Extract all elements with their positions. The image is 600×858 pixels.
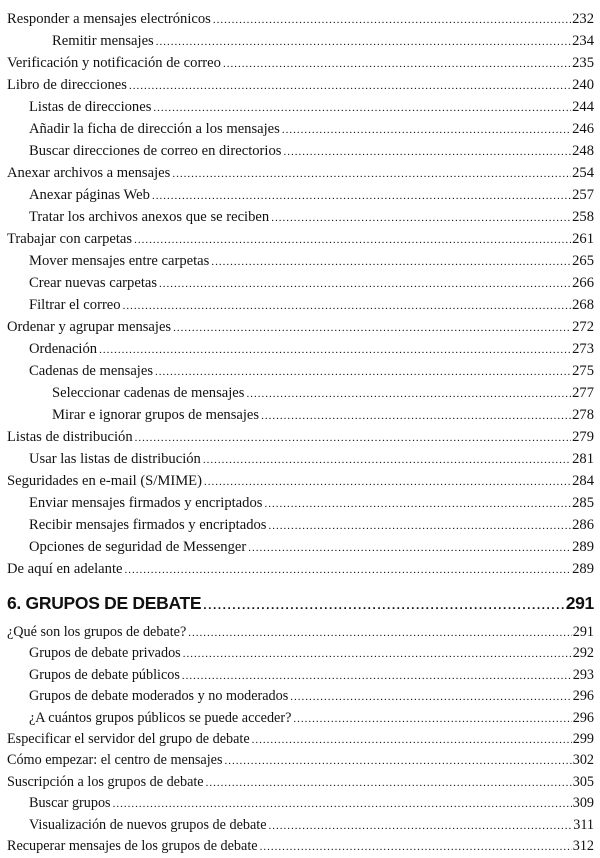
toc-entry-page-number: 296	[572, 688, 594, 705]
toc-entry	[7, 30, 594, 52]
toc-entry	[7, 492, 594, 514]
dot-leader	[129, 75, 571, 97]
dot-leader	[135, 427, 571, 449]
toc-entry-page-number: 246	[572, 121, 594, 137]
toc-entry-title: Seguridades en e-mail (S/MIME)	[7, 473, 202, 489]
toc-entry	[7, 118, 594, 140]
toc-entry-page-number: 248	[572, 143, 594, 159]
toc-entry-title: Enviar mensajes firmados y encriptados	[29, 495, 263, 511]
toc-entry-page-number: 286	[572, 517, 594, 533]
dot-leader	[172, 163, 571, 185]
toc-entry	[7, 404, 594, 426]
toc-entry-title: ¿Qué son los grupos de debate?	[7, 624, 187, 640]
toc-entry	[7, 294, 594, 316]
toc-entry	[7, 184, 594, 206]
dot-leader	[203, 592, 564, 618]
dot-leader	[211, 251, 571, 273]
toc-section-heading	[7, 590, 594, 616]
dot-leader	[155, 361, 571, 383]
toc-entry	[7, 665, 594, 686]
toc-entry-page-number: 279	[572, 429, 594, 445]
toc-entry-title: Recibir mensajes firmados y encriptados	[29, 517, 267, 533]
dot-leader	[188, 623, 571, 644]
toc-entry-title: Recuperar mensajes de los grupos de debate	[7, 837, 258, 854]
toc-entry-title: Trabajar con carpetas	[7, 231, 133, 247]
toc-entry	[7, 793, 594, 814]
toc-entry-title: Buscar grupos	[29, 795, 111, 812]
toc-entry-title: Filtrar el correo	[29, 297, 121, 313]
toc-entry-page-number: 265	[572, 253, 594, 269]
toc-entry-page-number: 309	[572, 795, 594, 812]
toc-entry	[7, 622, 594, 643]
toc-entry-title: Remitir mensajes	[52, 33, 154, 49]
dot-leader	[183, 644, 572, 665]
toc-entry-page-number: 232	[572, 11, 594, 27]
toc-entry	[7, 74, 594, 96]
toc-entry	[7, 228, 594, 250]
toc-entry-page-number: 275	[572, 363, 594, 379]
dot-leader	[223, 53, 571, 75]
toc-entry-title: De aquí en adelante	[7, 561, 123, 577]
dot-leader	[153, 97, 571, 119]
toc-entry	[7, 536, 594, 558]
toc-entry-page-number: 268	[572, 297, 594, 313]
toc-entry	[7, 815, 594, 836]
toc-entry-page-number: 234	[572, 33, 594, 49]
dot-leader	[283, 141, 571, 163]
dot-leader	[123, 295, 572, 317]
toc-entry-page-number: 292	[572, 645, 594, 662]
toc-entry-title: Responder a mensajes electrónicos	[7, 11, 211, 27]
toc-entry-title: Seleccionar cadenas de mensajes	[52, 385, 245, 401]
toc-entry-title: Ordenar y agrupar mensajes	[7, 319, 172, 335]
toc-entry-page-number: 281	[572, 451, 594, 467]
toc-entry	[7, 558, 594, 580]
toc-entry	[7, 8, 594, 30]
toc-entry	[7, 708, 594, 729]
toc-entry-page-number: 289	[572, 561, 594, 577]
toc-entry-title: Grupos de debate moderados y no moderados	[29, 688, 289, 705]
dot-leader	[268, 515, 571, 537]
toc-entry-title: Especificar el servidor del grupo de debate	[7, 730, 250, 747]
toc-entry-title: Visualización de nuevos grupos de debate	[29, 816, 267, 833]
toc-entry-page-number: 311	[573, 816, 594, 833]
toc-entry-page-number: 305	[572, 773, 594, 790]
toc-entry-title: Cadenas de mensajes	[29, 363, 154, 379]
dot-leader	[99, 339, 571, 361]
toc-entry	[7, 643, 594, 664]
toc-entry-title: Anexar páginas Web	[29, 187, 150, 203]
dot-leader	[293, 709, 571, 730]
dot-leader	[260, 837, 572, 858]
toc-entry-title: Verificación y notificación de correo	[7, 55, 221, 71]
toc-entry-page-number: 235	[572, 55, 594, 71]
toc-entry	[7, 338, 594, 360]
toc-entry	[7, 836, 594, 857]
toc-entry-title: Mirar e ignorar grupos de mensajes	[52, 407, 260, 423]
toc-entry	[7, 162, 594, 184]
toc-entry-page-number: 266	[572, 275, 594, 291]
toc-entry	[7, 272, 594, 294]
toc-entry-title: Usar las listas de distribución	[29, 451, 201, 467]
dot-leader	[269, 816, 573, 837]
toc-entry	[7, 750, 594, 771]
toc-entry	[7, 772, 594, 793]
dot-leader	[252, 730, 572, 751]
toc-entry-page-number: 291	[572, 624, 594, 640]
toc-entry-page-number: 296	[572, 709, 594, 726]
dot-leader	[246, 383, 571, 405]
dot-leader	[113, 794, 572, 815]
dot-leader	[124, 559, 571, 581]
toc-entry	[7, 140, 594, 162]
toc-entry-page-number: 240	[572, 77, 594, 93]
toc-entry-title: Listas de direcciones	[29, 99, 152, 115]
dot-leader	[282, 119, 571, 141]
toc-entry-page-number: 272	[572, 319, 594, 335]
dot-leader	[248, 537, 571, 559]
dot-leader	[264, 493, 571, 515]
toc-entry	[7, 470, 594, 492]
toc-entry-page-number: 285	[572, 495, 594, 511]
toc-entry-page-number: 293	[572, 666, 594, 683]
toc-entry	[7, 206, 594, 228]
dot-leader	[290, 687, 571, 708]
section-page-number: 291	[565, 593, 594, 613]
toc-entry-page-number: 284	[572, 473, 594, 489]
toc-entry-title: Opciones de seguridad de Messenger	[29, 539, 247, 555]
toc-entry	[7, 360, 594, 382]
dot-leader	[182, 666, 572, 687]
toc-entry-title: Suscripción a los grupos de debate	[7, 773, 204, 790]
toc-entry-page-number: 244	[572, 99, 594, 115]
dot-leader	[206, 773, 572, 794]
dot-leader	[152, 185, 571, 207]
dot-leader	[156, 31, 571, 53]
dot-leader	[213, 9, 571, 31]
toc-entry-title: Añadir la ficha de dirección a los mensajes	[29, 121, 280, 137]
dot-leader	[203, 449, 571, 471]
toc-entry-page-number: 257	[572, 187, 594, 203]
toc-entry-title: Crear nuevas carpetas	[29, 275, 158, 291]
toc-list-email	[7, 8, 594, 580]
dot-leader	[204, 471, 571, 493]
toc-entry-title: Cómo empezar: el centro de mensajes	[7, 752, 223, 769]
toc-entry-page-number: 261	[572, 231, 594, 247]
toc-entry-title: ¿A cuántos grupos públicos se puede acceder?	[29, 709, 292, 726]
toc-entry-page-number: 254	[572, 165, 594, 181]
toc-entry-title: Buscar direcciones de correo en directorios	[29, 143, 282, 159]
toc-entry-page-number: 312	[572, 837, 594, 854]
toc-entry-page-number: 278	[572, 407, 594, 423]
toc-entry-page-number: 302	[572, 752, 594, 769]
toc-entry-page-number: 277	[572, 385, 594, 401]
toc-entry-title: Tratar los archivos anexos que se reciben	[29, 209, 270, 225]
toc-entry	[7, 250, 594, 272]
toc-entry-title: Grupos de debate privados	[29, 645, 181, 662]
section-title: 6. GRUPOS DE DEBATE	[7, 593, 202, 613]
toc-entry	[7, 96, 594, 118]
toc-entry-page-number: 273	[572, 341, 594, 357]
toc-entry	[7, 514, 594, 536]
toc-list-newsgroups	[7, 622, 594, 857]
toc-entry-title: Mover mensajes entre carpetas	[29, 253, 210, 269]
dot-leader	[261, 405, 571, 427]
dot-leader	[159, 273, 571, 295]
toc-entry	[7, 729, 594, 750]
dot-leader	[173, 317, 571, 339]
dot-leader	[134, 229, 571, 251]
toc-entry	[7, 316, 594, 338]
dot-leader	[271, 207, 571, 229]
toc-entry-title: Listas de distribución	[7, 429, 133, 445]
toc-entry	[7, 382, 594, 404]
toc-entry-title: Libro de direcciones	[7, 77, 127, 93]
toc-entry	[7, 448, 594, 470]
toc-entry-page-number: 258	[572, 209, 594, 225]
toc-entry-page-number: 289	[572, 539, 594, 555]
toc-entry	[7, 686, 594, 707]
dot-leader	[225, 751, 572, 772]
toc-entry-title: Ordenación	[29, 341, 98, 357]
toc-entry-page-number: 299	[572, 730, 594, 747]
toc-entry	[7, 426, 594, 448]
toc-entry-title: Anexar archivos a mensajes	[7, 165, 171, 181]
toc-entry	[7, 52, 594, 74]
toc-entry-title: Grupos de debate públicos	[29, 666, 180, 683]
